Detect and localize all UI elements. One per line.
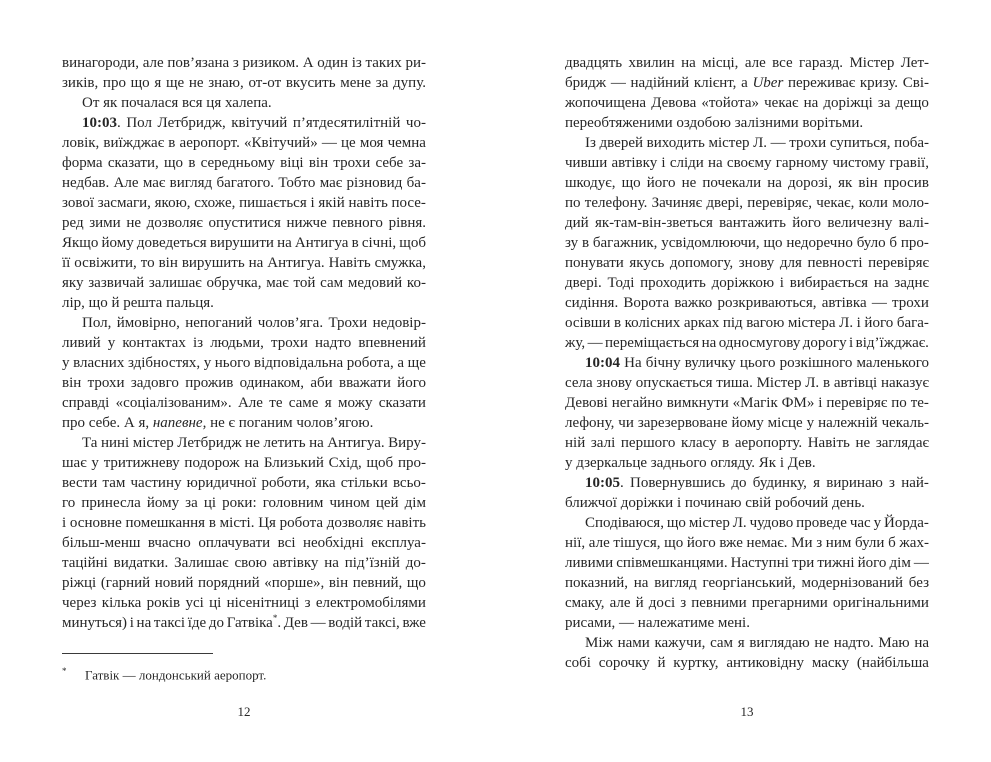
text-line: форма сказати, що в середньому віці він трохи себе за- <box>62 155 426 171</box>
text-line: більш-менш вчасно оплачувати всі необхідні експлуа- <box>62 535 426 551</box>
text-line: лефону, чи зарезервоване йому місце у належній чекаль- <box>565 415 929 431</box>
text-line: ред зими не дозволяє опуститися нижче певного рівня. <box>62 215 426 231</box>
text-line: і основне помешкання в місті. Ця робота дозволяє навіть <box>62 515 426 531</box>
book-page-left <box>62 0 426 762</box>
footnote-divider <box>62 653 213 654</box>
text-line: го принесла йому за ці роки: головним чином цей дім <box>62 495 426 511</box>
text-line: він трохи задовго прожив одинаком, аби вважати його <box>62 375 426 391</box>
text-line: справді «соціалізованим». Але те саме я можу сказати <box>62 395 426 411</box>
text-line: у дзеркальце заднього огляду. Як і Дев. <box>565 455 816 471</box>
footnote <box>62 653 426 684</box>
text-line: зової засмаги, якою, схоже, пишається і якій навіть посе- <box>62 195 426 211</box>
text-line: ливий у контактах із людьми, трохи надто впевнений <box>62 335 426 351</box>
text-line: шає у тритижневу подорож на Близький Схід, щоб про- <box>62 455 426 471</box>
text-line: Якщо йому доведеться вирушити на Антигуа в січні, щоб <box>62 235 426 251</box>
text-column-left <box>62 0 426 633</box>
text-line: через кілька років усі ці нісенітниці з електромобілями <box>62 595 426 611</box>
text-line: переобтяженими оздобою залізними ворітьми. <box>565 115 864 131</box>
text-column-right <box>565 0 929 673</box>
text-line: ближчої доріжки і починаю свій робочий день. <box>565 495 865 511</box>
text-line: Із дверей виходить містер Л. — трохи супиться, поба- <box>585 135 929 151</box>
text-line: винагороди, але пов’язана з ризиком. А один із таких ри- <box>62 55 426 71</box>
text-line: таційні видатки. Залишає свою автівку на під’їзній до- <box>62 555 426 571</box>
text-line: двері. Тоді проходить доріжкою і вибирається на заднє <box>565 275 929 291</box>
page-number-left: 12 <box>237 704 251 719</box>
text-line: по телефону. Зачиняє двері, перевіряє, чекає, коли моло- <box>565 195 929 211</box>
text-line: собі сорочку й куртку, антиковідну маску (найбільша <box>565 655 929 671</box>
text-line: Та нині містер Летбридж не летить на Антигуа. Виру- <box>82 435 426 451</box>
footnote-marker: * <box>62 666 67 676</box>
text-line: дий як-там-він-зветься вантажить його величезну валі- <box>565 215 929 231</box>
text-line: Пол, ймовірно, непоганий чолов’яга. Трохи недовір- <box>82 315 426 331</box>
text-line: Між нами кажучи, сам я виглядаю не надто. Маю на <box>585 635 929 651</box>
text-line: лір, що й решта пальця. <box>62 295 214 311</box>
text-line: шкодує, що його не почекали на дорозі, як він просив <box>565 175 929 191</box>
text-line: зиків, про що я ще не знаю, от-от вкусить мене за дупу. <box>62 75 426 91</box>
text-line: минуться) і на таксі їде до Гатвіка*. Дев — водій таксі, вже <box>62 613 426 631</box>
page-number-right: 13 <box>740 704 754 719</box>
text-line: ливими співмешканцями. Наступні три тижні його дім — <box>565 555 929 571</box>
book-page-right <box>565 0 929 762</box>
text-line: 10:03. Пол Летбридж, квітучий п’ятдесятилітній чо- <box>82 115 426 131</box>
text-line: її освіжити, то він вирушить на Антигуа. Навіть смужка, <box>62 255 426 271</box>
text-line: ній залі першого класу в аеропорту. Навіть не заглядає <box>565 435 929 451</box>
footnote-text: Гатвік — лондонський аеропорт. <box>85 667 267 683</box>
text-line: сидіння. Ворота важко розкриваються, автівка — трохи <box>565 295 929 311</box>
text-line: Сподіваюся, що містер Л. чудово проведе час у Йорда- <box>585 515 929 531</box>
text-line: показний, на вигляд георгіанський, модернізований без <box>565 575 929 591</box>
text-line: недбав. Але має вигляд багатого. Тобто має різновид ба- <box>62 175 426 191</box>
text-line: про себе. А я, напевне, не є поганим чолов’ягою. <box>62 415 374 431</box>
text-line: Девові негайно вимкнути «Магік ФМ» і перевіряє по те- <box>565 395 929 411</box>
text-line: ріжці (гарний новий порядний «порше», він певний, що <box>62 575 426 591</box>
text-line: бридж — надійний клієнт, а Uber переживає кризу. Сві- <box>565 75 929 91</box>
text-line: 10:04 На бічну вуличку цього розкішного маленького <box>585 355 929 371</box>
text-line: жопочищена Девова «тойота» чекає на доріжці за дещо <box>565 95 929 111</box>
text-line: понувати якусь допомогу, знову для певності перевіряє <box>565 255 929 271</box>
text-line: жу, — переміщається на односмугову дорогу і від’їжджає. <box>565 335 929 351</box>
text-line: рисами, — належатиме мені. <box>565 615 750 631</box>
footnote-line <box>62 662 426 684</box>
text-line: От як почалася вся ця халепа. <box>82 95 272 111</box>
text-line: нії, але тішуся, що його вже немає. Ми з ним були б жах- <box>565 535 929 551</box>
text-line: у власних здібностях, у нього відповідальна робота, а ще <box>62 355 426 371</box>
text-line: села знову опускається тиша. Містер Л. в автівці наказує <box>565 375 929 391</box>
text-line: двадцять хвилин на місці, але все гаразд. Містер Лет- <box>565 55 929 71</box>
text-line: 10:05. Повернувшись до будинку, я виринаю з най- <box>585 475 929 491</box>
text-line: чивши автівку і сліди на своєму гарному чистому гравії, <box>565 155 929 171</box>
text-line: зу в багажник, усвідомлюючи, що недоречно було б про- <box>565 235 929 251</box>
text-line: ловік, виїжджає в аеропорт. «Квітучий» — це моя чемна <box>62 135 426 151</box>
text-line: вести там частину юридичної роботи, яка стільки всьо- <box>62 475 426 491</box>
text-line: смаку, але й досі з певними прегарними оригінальними <box>565 595 929 611</box>
text-line: осівши в колісних арках під вагою містера Л. і його бага- <box>565 315 929 331</box>
text-line: яку зазвичай залишає обручка, має той сам медовий ко- <box>62 275 426 291</box>
